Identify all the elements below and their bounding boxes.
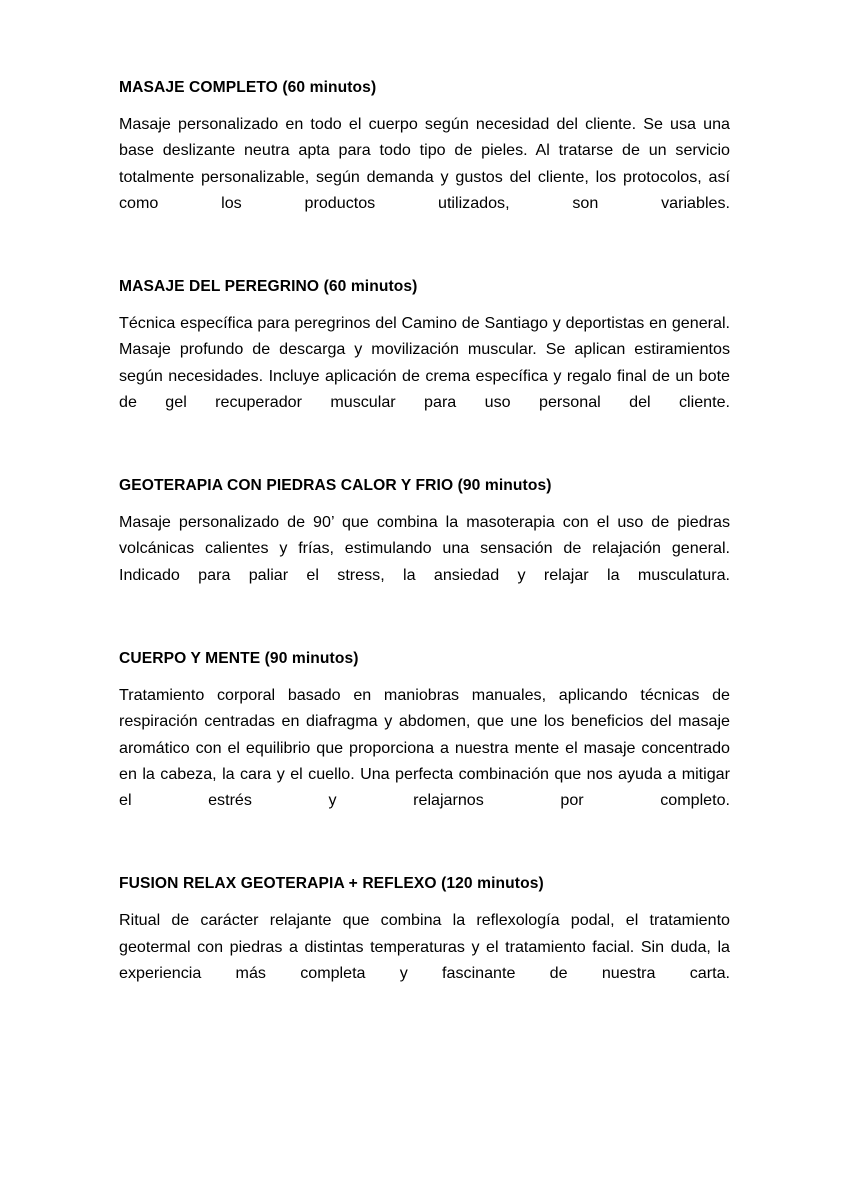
service-title-masaje-del-peregrino: MASAJE DEL PEREGRINO (60 minutos) — [119, 278, 418, 296]
service-entry-cuerpo-y-mente — [119, 649, 730, 840]
service-title-geoterapia-piedras: GEOTERAPIA CON PIEDRAS CALOR Y FRIO (90 minutos) — [119, 477, 552, 495]
service-title-cuerpo-y-mente: CUERPO Y MENTE (90 minutos) — [119, 649, 359, 667]
service-description-geoterapia-piedras: Masaje personalizado de 90’ que combina la masoterapia con el uso de piedras volcánicas calientes y frías, estimulando una sensación de relajación general. Indicado para paliar el stress, la ansiedad y relajar la musculatura. — [119, 513, 730, 584]
service-entry-masaje-del-peregrino — [119, 277, 730, 442]
service-title-fusion-relax: FUSION RELAX GEOTERAPIA + REFLEXO (120 minutos) — [119, 875, 544, 893]
service-entry-masaje-completo — [119, 78, 730, 243]
service-description-masaje-del-peregrino: Técnica específica para peregrinos del Camino de Santiago y deportistas en general. Masaje profundo de descarga y movilización muscular. Se aplican estiramientos según necesidades. Incluye aplicación de crema específica y regalo final de un bote de gel recuperador muscular para uso personal del cliente. — [119, 314, 730, 412]
service-description-cuerpo-y-mente: Tratamiento corporal basado en maniobras manuales, aplicando técnicas de respiración centradas en diafragma y abdomen, que une los beneficios del masaje aromático con el equilibrio que proporciona a nuestra mente el masaje concentrado en la cabeza, la cara y el cuello. Una perfecta combinación que nos ayuda a mitigar el estrés y relajarnos por completo. — [119, 685, 730, 810]
service-description-fusion-relax: Ritual de carácter relajante que combina la reflexología podal, el tratamiento geotermal con piedras a distintas temperaturas y el tratamiento facial. Sin duda, la experiencia más completa y fascinante de nuestra carta. — [119, 911, 730, 982]
service-description-masaje-completo: Masaje personalizado en todo el cuerpo según necesidad del cliente. Se usa una base deslizante neutra apta para todo tipo de pieles. Al tratarse de un servicio totalmente personalizable, según demanda y gustos del cliente, los protocolos, así como los productos utilizados, son variables. — [119, 115, 730, 213]
services-list — [119, 78, 730, 1013]
service-entry-geoterapia-piedras — [119, 476, 730, 615]
service-title-masaje-completo: MASAJE COMPLETO (60 minutos) — [119, 79, 377, 96]
service-entry-fusion-relax — [119, 874, 730, 1013]
